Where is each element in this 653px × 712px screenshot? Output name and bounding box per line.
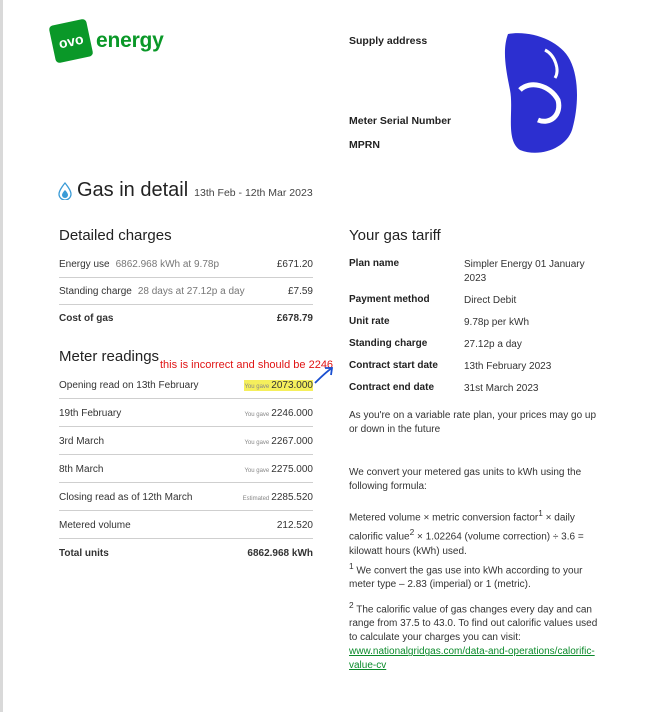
- tariff-value: Direct Debit: [464, 295, 517, 306]
- footnote-marker-1: 1: [349, 561, 354, 571]
- reading-value: 2285.520: [271, 492, 313, 503]
- energy-use-label: Energy use: [59, 259, 110, 270]
- reading-tag: You gave: [244, 384, 270, 390]
- reading-value: 2275.000: [271, 464, 313, 475]
- total-units-row: [59, 540, 313, 566]
- tariff-label: Payment method: [349, 294, 430, 305]
- standing-charge-meta: 28 days at 27.12p a day: [137, 286, 245, 297]
- tariff-label: Contract end date: [349, 382, 435, 393]
- title-period: 13th Feb - 12th Mar 2023: [194, 187, 313, 199]
- formula-text: [349, 506, 605, 559]
- total-units-label: Total units: [59, 547, 109, 559]
- handwritten-annotation: this is incorrect and should be 2246: [160, 359, 334, 371]
- tariff-label: Contract start date: [349, 360, 438, 371]
- reading-row: [59, 429, 313, 455]
- reading-row: [59, 373, 313, 399]
- reading-value: 2246.000: [271, 408, 313, 419]
- reading-tag: You gave: [244, 468, 270, 474]
- meter-serial-label: Meter Serial Number: [349, 115, 452, 127]
- mprn-label: MPRN: [349, 139, 380, 151]
- reading-label: 19th February: [59, 408, 122, 419]
- standing-charge-row: [59, 279, 313, 305]
- reading-value-highlighted: [244, 380, 313, 391]
- calorific-value-link[interactable]: www.nationalgridgas.com/data-and-operations/calorific-value-cv: [349, 646, 595, 672]
- footnote-2: [349, 598, 605, 673]
- page-title: [58, 179, 313, 202]
- reading-label: Opening read on 13th February: [59, 380, 199, 391]
- metered-volume-row: [59, 513, 313, 539]
- tariff-value: 31st March 2023: [464, 383, 539, 394]
- metered-volume-value: 212.520: [276, 520, 313, 531]
- tariff-value: 13th February 2023: [464, 361, 552, 372]
- footnote-ref-2: 2: [409, 527, 415, 538]
- logo-text: energy: [96, 29, 164, 52]
- formula-part-1: Metered volume × metric conversion factor: [349, 512, 539, 524]
- title-text: Gas in detail: [77, 179, 189, 201]
- energy-use-amount: £671.20: [276, 259, 313, 270]
- formula-part-3: × 1.02264 (volume correction) ÷ 3.6 = kilowatt hours (kWh) used.: [349, 531, 584, 557]
- ovo-logo-mark: ovo: [48, 18, 93, 63]
- reading-tag: You gave: [244, 412, 270, 418]
- cost-of-gas-label: Cost of gas: [59, 312, 114, 324]
- tariff-value: 9.78p per kWh: [464, 317, 530, 328]
- formula-part-2: × daily calorific value: [349, 512, 575, 543]
- tariff-value: Simpler Energy 01 January 2023: [464, 259, 585, 284]
- reading-value: 2267.000: [271, 436, 313, 447]
- tariff-label: Standing charge: [349, 338, 428, 349]
- gas-drop-icon: [58, 182, 72, 200]
- energy-use-row: [59, 252, 313, 278]
- detailed-charges-heading: Detailed charges: [59, 227, 172, 244]
- meter-readings-heading: Meter readings: [59, 348, 160, 365]
- reading-tag: You gave: [244, 440, 270, 446]
- footnote-marker-2: 2: [349, 600, 354, 610]
- tariff-label: Plan name: [349, 258, 400, 269]
- tariff-value: 27.12p a day: [464, 339, 522, 350]
- reading-value: 2073.000: [271, 380, 313, 391]
- reading-tag: Estimated: [242, 496, 270, 502]
- reading-row: [59, 401, 313, 427]
- energy-use-meta: 6862.968 kWh at 9.78p: [115, 259, 220, 270]
- reading-row: [59, 457, 313, 483]
- ovo-energy-logo: [52, 22, 164, 60]
- gas-tariff-heading: Your gas tariff: [349, 227, 441, 244]
- cost-of-gas-row: [59, 305, 313, 331]
- standing-charge-label: Standing charge: [59, 286, 132, 297]
- reading-label: 3rd March: [59, 436, 105, 447]
- cost-of-gas-amount: £678.79: [276, 312, 313, 324]
- metered-volume-label: Metered volume: [59, 520, 131, 531]
- footnote-1: [349, 559, 605, 592]
- standing-charge-amount: £7.59: [287, 286, 313, 297]
- supply-address-label: Supply address: [349, 35, 428, 47]
- reading-label: Closing read as of 12th March: [59, 492, 193, 503]
- tariff-label: Unit rate: [349, 316, 390, 327]
- reading-row: [59, 485, 313, 511]
- formula-intro: We convert your metered gas units to kWh using the following formula:: [349, 467, 582, 492]
- reading-label: 8th March: [59, 464, 104, 475]
- redacted-scribble: [500, 30, 582, 158]
- footnote-ref-1: 1: [538, 508, 543, 518]
- variable-rate-note: As you're on a variable rate plan, your prices may go up or down in the future: [349, 410, 597, 435]
- footnote-1-text: We convert the gas use into kWh according to your meter type – 2.83 (imperial) or 1 (metric).: [349, 565, 583, 591]
- annotation-arrow-icon: [312, 364, 336, 386]
- page-edge: [0, 0, 3, 712]
- footnote-2-text: The calorific value of gas changes every day and can range from 37.5 to 43.0. To find out calorific values used to calculate your charges you can visit:: [349, 604, 598, 644]
- total-units-value: 6862.968 kWh: [247, 547, 313, 559]
